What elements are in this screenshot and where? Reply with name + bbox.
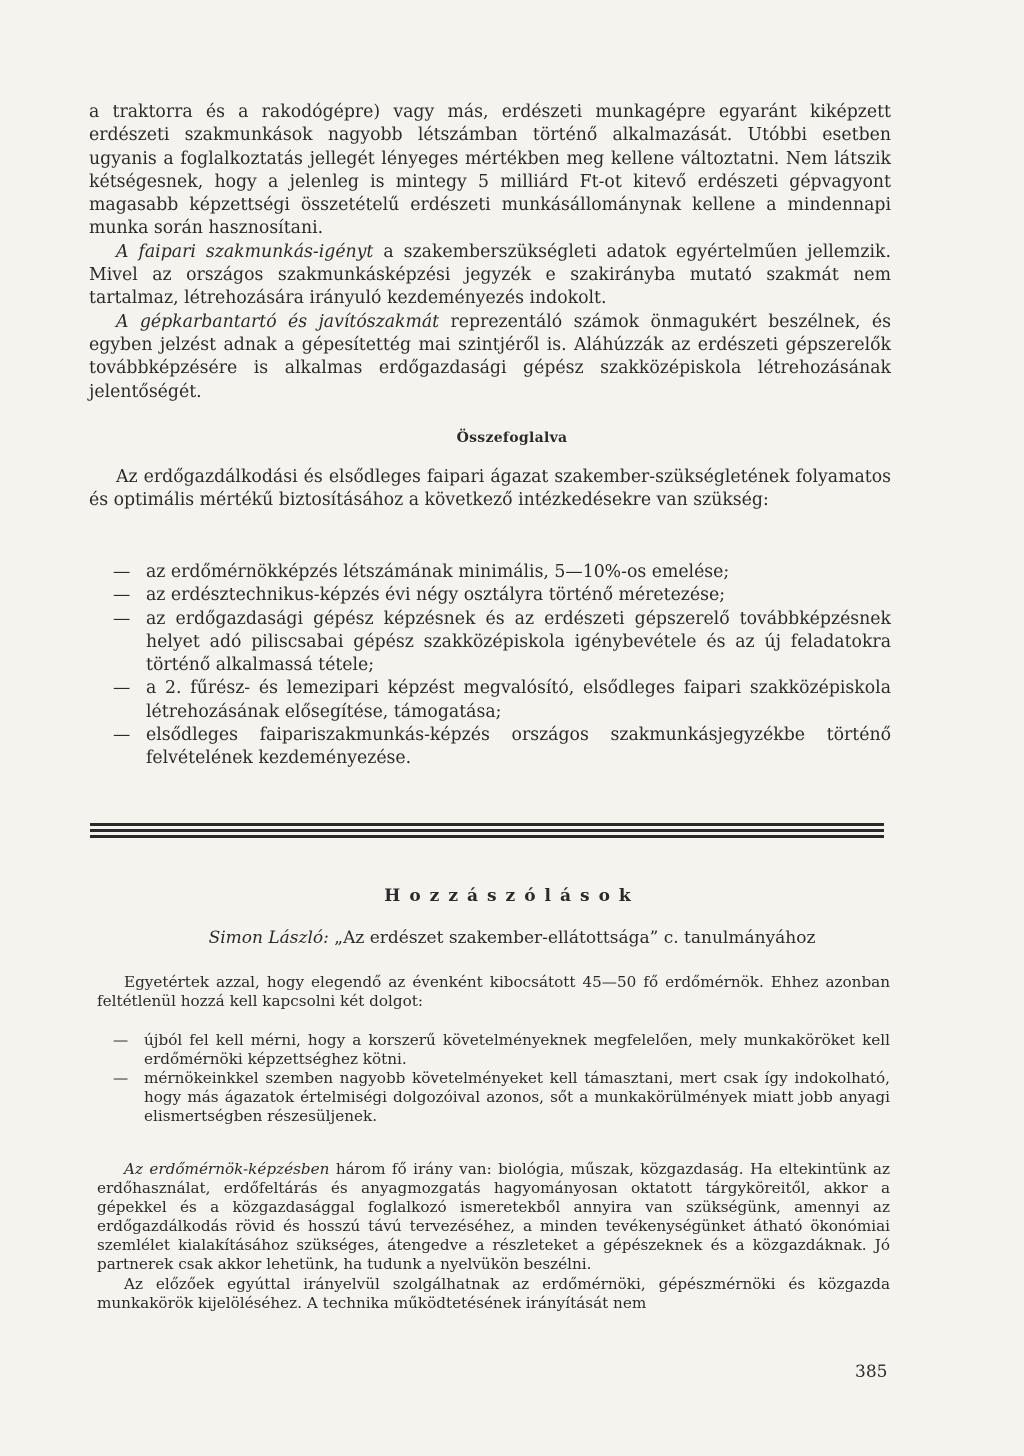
comment-title: „Az erdészet szakember-ellátottsága” c. tanulmányához bbox=[328, 928, 816, 948]
comment-body-2 bbox=[97, 1160, 890, 1313]
list-item: — az erdésztechnikus-képzés évi négy osztályra történő méretezése; bbox=[113, 585, 726, 606]
list-item: — mérnökeinkkel szemben nagyobb követelményeket kell támasztani, mert csak így indokolható, hogy más ágazatok értelmiségi dolgozóival azonos, sőt a munkakörülmények miatt jobb anyagi elismertségben részesüljenek. bbox=[113, 1069, 890, 1126]
divider-rule bbox=[90, 835, 884, 838]
comment-paragraph: Egyetértek azzal, hogy elegendő az évenként kibocsátott 45—50 fő erdőmérnök. Ehhez azonban feltétlenül hozzá kell kapcsolni két dolgot: bbox=[97, 973, 890, 1011]
paragraph-maintenance: A gépkarbantartó és javítószakmát reprezentáló számok önmagukért beszélnek, és egyben jelzést adnak a gépesítettég mai szintjéről is. Aláhúzzák az erdészeti gépszerelők továbbképzésére is alkalmas erdőgazdasági gépész szakközépiskola létrehozásának jelentőségét. bbox=[89, 311, 892, 402]
summary-intro: Az erdőgazdálkodási és elsődleges faipari ágazat szakember-szükségletének folyamatos és optimális mértékű biztosításához a következő intézkedésekre van szükség: bbox=[89, 467, 891, 511]
paragraph-lead-italic: A gépkarbantartó és javítószakmát bbox=[116, 311, 440, 332]
list-item: — újból fel kell mérni, hogy a korszerű követelményeknek megfelelően, mely munkaköröket kell erdőmérnöki képzettséghez kötni. bbox=[113, 1031, 890, 1069]
comment-body-1 bbox=[97, 973, 890, 1011]
summary-list bbox=[89, 561, 891, 771]
paragraph-lead-italic: A faipari szakmunkás-igényt bbox=[116, 241, 374, 262]
list-item: — a 2. fűrész- és lemezipari képzést megvalósító, elsődleges faipari szakközépiskola létrehozásának elősegítése, támogatása; bbox=[113, 678, 891, 722]
list-item: — az erdőmérnökképzés létszámának minimális, 5—10%-os emelése; bbox=[113, 562, 730, 582]
comment-paragraph: Az erdőmérnök-képzésben három fő irány van: biológia, műszak, közgazdaság. Ha eltekintünk az erdőhasználat, erdőfeltárás és anyagmozgatás hagyományosan oktatott tárgyköreitől, akkor a gépekkel és a közgazdasággal foglalkozó ismeretekből annyira van szükségünk, amennyi az erdőgazdálkodás rövid és hosszú távú tervezéséhez, a minden tevékenységünket átható ökonómiai szemlélet kialakításához szükséges, átengedve a részleteket a gépészeknek és a közgazdáknak. Jó partnerek csak akkor lehetünk, ha tudunk a nyelvükön beszélni. bbox=[97, 1160, 890, 1274]
comment-author: Simon László: bbox=[208, 928, 329, 948]
body-section-top bbox=[89, 101, 891, 404]
comments-heading: Hozzászólások bbox=[384, 886, 640, 906]
summary-heading: Összefoglalva bbox=[456, 430, 568, 446]
list-item: — elsődleges faipariszakmunkás-képzés országos szakmunkásjegyzékbe történő felvételének kezdeményezése. bbox=[113, 725, 891, 769]
paragraph-lead-italic: Az erdőmérnök-képzésben bbox=[124, 1160, 330, 1178]
divider-rule bbox=[90, 829, 884, 832]
paragraph-wood-industry: A faipari szakmunkás-igényt a szakemberszükségleti adatok egyértelműen jellemzik. Mivel az országos szakmunkásképzési jegyzék e szakirányba mutató szakmát nem tartalmaz, létrehozására irányuló kezdeményezés indokolt. bbox=[89, 241, 891, 309]
comment-list bbox=[97, 1031, 890, 1126]
divider-rule bbox=[90, 823, 884, 826]
page-number: 385 bbox=[855, 1362, 888, 1382]
comment-paragraph: Az előzőek egyúttal irányelvül szolgálhatnak az erdőmérnöki, gépészmérnöki és közgazda munkakörök kijelöléséhez. A technika működtetésének irányítását nem bbox=[97, 1274, 890, 1312]
list-item: — az erdőgazdasági gépész képzésnek és az erdészeti gépszerelő továbbképzésnek helyet adó piliscsabai gépész szakközépiskola igénybevétele és az új feladatokra történő alkalmassá tétele; bbox=[113, 608, 891, 676]
comment-reference bbox=[0, 928, 1024, 948]
paragraph-machine-workers: a traktorra és a rakodógépre) vagy más, erdészeti munkagépre egyaránt kiképzett erdészeti szakmunkások nagyobb létszámban történő alkalmazását. Utóbbi esetben ugyanis a foglalkoztatás jellegét lényeges mértékben meg kellene változtatni. Nem látszik kétségesnek, hogy a jelenleg is mintegy 5 milliárd Ft-ot kitevő erdészeti gépvagyont magasabb képzettségi összetételű erdészeti munkásállománynak kellene a mindennapi munka során hasznosítani. bbox=[89, 102, 891, 239]
